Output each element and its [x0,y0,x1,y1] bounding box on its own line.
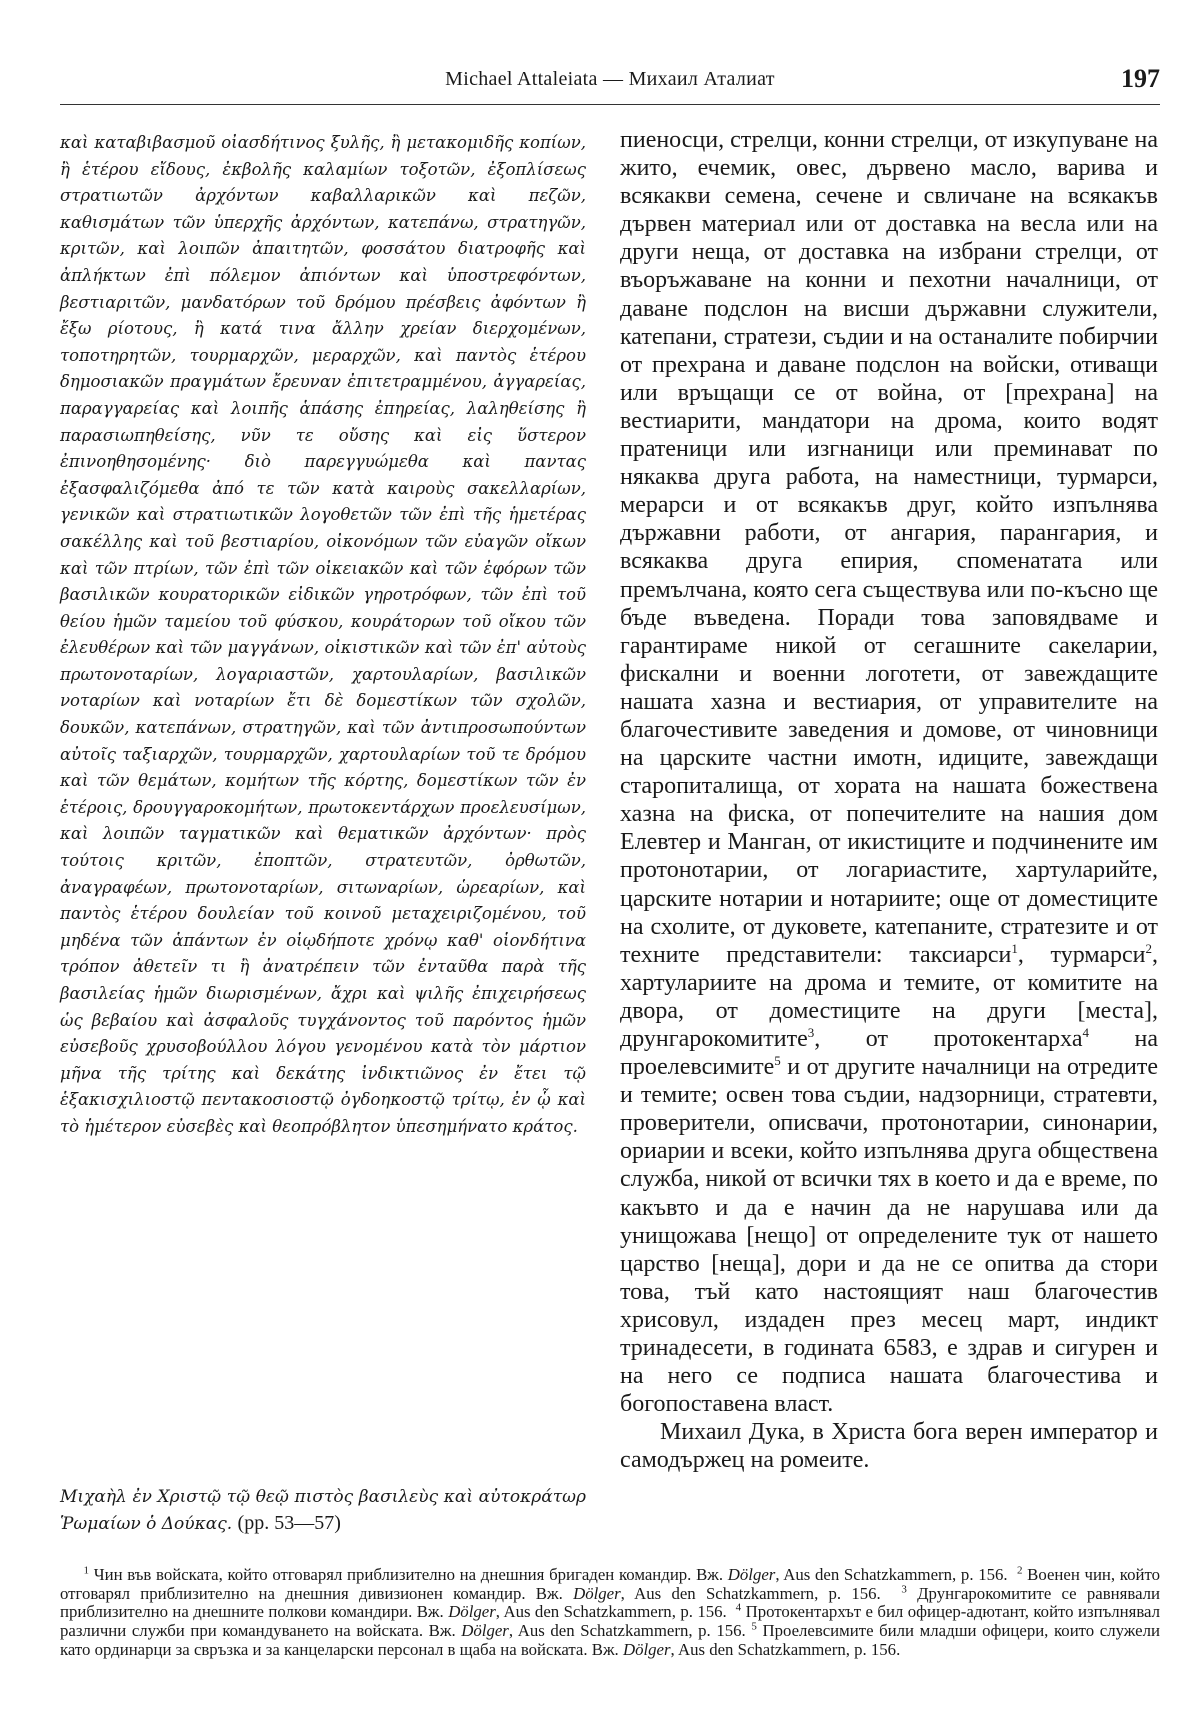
footnote-author: Dölger [448,1602,496,1622]
footnote-source: , Aus den Schatzkammern, p. 156. [775,1565,1008,1584]
bulgarian-text-part: и от другите началници на отредите и темите; освен това съдии, надзорници, стратевти, проверители, описвачи, протонотарии, синонарии, ориарии и всеки, който изпълнява друга обществена служба, никой от всички тях в което и да е време, по какъвто и да е начин да не нарушава или да унищожава [нещо] от определените тук от нашето царство [неща], дори и да не се опитва да стори това, тъй като настоящият наш благочестив хрисовул, издаден през месец март, индикт тринадесети, в годината 6583, е здрав и сигурен и на него се подписа нашата благочестива и богопоставена власт. [620,1054,1158,1418]
page-header [60,64,1160,104]
bulgarian-text-part: , хартулариите на дрома и темите, от комитите на двора, от доместиците на други [места], друнгарокомитите [620,941,1159,1052]
bulgarian-text-part: пиеносци, стрелци, конни стрелци, от изкупуване на жито, ечемик, овес, дървено масло, варива и всякакви семена, сечене и свличане на всякакъв дървен материал или от доставка на весла или на други неща, от доставка на избрани стрелци, от въоръжаване на конни и пехотни началници, от даване подслон на висши държавни служители, катепани, стратези, съдии и на останалите побирчии от прехрана и даване подслон на войски, отиващи или връщащи се от война, от [прехрана] на вестиарити, мандатори на дрома, които водят пратеници или изгнаници или преминават по някаква друга работа, на наместници, турмарси, мерарси и от всякакъв друг, който изпълнява държавни работи, от ангария, парангария, и всякаква друга епирия, споменатата или премълчана, която сега съществува или по-късно ще бъде въведена. Поради това заповядваме и гарантираме никой от сегашните сакеларии, фискални и военни логотети, от завеждащите нашата хазна и вестиария, от управителите на благочестивите заведения и домове, от чиновници на царските частни имотн, идиците, завеждащи старопиталища, от хората на нашата божествена хазна на фиска, от попечителите на нашия дом Елевтер и Манган, от икистиците и подчинените им протонотарии, от логариастите, хартуларийте, царските нотарии и нотариите; още от доместиците на схолите, от дуковете, катепаните, стратезите и от техните представители: таксиарси [620,127,1158,968]
footnote-1: Чин във войската, който отговарял приблизително на днешния бригаден командир. Вж. [93,1565,724,1584]
footnote-number: 1 [83,1564,89,1577]
greek-text: καὶ καταβιβασμοῦ οἰασδήτινος ξυλῆς, ἢ μετακομιδῆς κοπίων, ἢ ἑτέρου εἴδους, ἐκβολῆς καλαμίων τοξοτῶν, ἐξοπλίσεως στρατιωτῶν ἀρχόντων καβαλλαρικῶν καὶ πεζῶν, καθισμάτων τῶν ὑπερχῆς ἀρχόντων, κατεπάνω, στρατηγῶν, κριτῶν, καὶ λοιπῶν ἀπαιτητῶν, φοσσάτου διατροφῆς καὶ ἀπλήκτων ἐπὶ πόλεμον ἀπιόντων καὶ ὑποστρεφόντων, βεστιαριτῶν, μανδατόρων τοῦ δρόμου πρέσβεις ἀφόντων ἢ ἔξω ρίοτους, ἢ κατά τινα ἄλλην χρείαν διερχομένων, τοποτηρητῶν, τουρμαρχῶν, μεραρχῶν, καὶ παντὸς ἑτέρου δημοσιακῶν πραγμάτων ἔρευναν ἐπιτετραμμένου, ἀγγαρείας, παραγγαρείας καὶ λοιπῆς ἁπάσης ἐπηρείας, λαληθείσης ἢ παρασιωπηθείσης, νῦν τε οὔσης καὶ εἰς ὕστερον ἐπινοηθησομένης· διὸ παρεγγυώμεθα καὶ παντας ἐξασφαλιζόμεθα ἀπό τε τῶν κατὰ καιροὺς σακελλαρίων, γενικῶν καὶ στρατιωτικῶν λογοθετῶν τῶν ἐπὶ τῆς ἡμετέρας σακέλλης καὶ τοῦ βεστιαρίου, οἰκονόμων τῶν εὐαγῶν οἴκων καὶ τῶν πτρίων, τῶν ἐπὶ τῶν οἰκειακῶν καὶ τῶν ἐφόρων τῶν βασιλικῶν κουρατορικῶν εἰδικῶν γηροτρόφων, τῶν ἐπὶ τοῦ θείου ἡμῶν ταμείου τοῦ φύσκου, κουράτορων τοῦ οἴκου τῶν ἐλευθέρων καὶ τῶν μαγγάνων, οἰκιστικῶν καὶ τῶν ἐπ' αὐτοὺς πρωτονοταρίων, λογαριαστῶν, χαρτουλαρίων, βασιλικῶν νοταρίων καὶ νοταρίων ἔτι δὲ δομεστίκων τῶν σχολῶν, δουκῶν, κατεπάνων, στρατηγῶν, καὶ τῶν ἀντιπροσωπούντων αὐτοῖς ταξιαρχῶν, τουρμαρχῶν, χαρτουλαρίων τοῦ τε δρόμου καὶ τῶν θεμάτων, κομήτων τῆς κόρτης, δομεστίκων τῶν ἐν ἑτέροις, δρουγγαροκομήτων, πρωτοκεντάρχων προελευσίμων, καὶ λοιπῶν ταγματικῶν καὶ θεματικῶν ἀρχόντων· πρὸς τούτοις κριτῶν, ἐποπτῶν, στρατευτῶν, ὀρθωτῶν, ἀναγραφέων, πρωτονοταρίων, σιτωναρίων, ὡρεαρίων, καὶ παντὸς ἑτέρου δουλείαν τοῦ κοινοῦ μεταχειριζομένου, τοῦ μηδένα τῶν ἁπάντων ἐν οἱῳδήποτε χρόνῳ καθ' οἱονδήτινα τρόπον ἀθετεῖν τι ἢ ἀνατρέπειν τῶν ἐνταῦθα παρὰ τῆς βασιλείας ἡμῶν διωρισμένων, ἄχρι καὶ ψιλῆς ἐπιχειρήσεως ὡς βεβαίου καὶ ἀσφαλοῦς τυγχάνοντος τοῦ παρόντος ἡμῶν εὐσεβοῦς χρυσοβούλλου λόγου γενομένου κατὰ τὸν μάρτιον μῆνα τῆς τρίτης καὶ δεκάτης ἰνδικτιῶνος ἐν ἔτει τῷ ἑξακισχιλιοστῷ πεντακοσιοστῷ ὀγδοηκοστῷ τρίτῳ, ἐν ᾧ καὶ τὸ ἡμέτερον εὐσεβὲς καὶ θεοπρόβλητον ὑπεσημήνατο κράτος. [60,133,586,1136]
footnote-author: Dölger [573,1583,621,1603]
footnote-author: Dölger [622,1639,671,1659]
bulgarian-text [620,126,1158,1418]
footnote-ref: 1 [1011,940,1018,956]
footnote-author: Dölger [727,1565,776,1584]
bulgarian-signature: Михаил Дука, в Христа бога верен император и самодържец на ромеите. [620,1419,1158,1474]
footnote-source: , Aus den Schatzkammern, p. 156. [620,1583,881,1603]
greek-column [60,130,586,1141]
bulgarian-column [620,126,1158,1475]
greek-pages-ref: (pp. 53—57) [237,1512,341,1534]
footnote-ref: 4 [1082,1025,1089,1040]
greek-signature: Μιχαὴλ ἐν Χριστῷ τῷ θεῷ πιστὸς βασιλεὺς καὶ αὐτοκράτωρ Ῥωμαίων ὁ Δούκας. [60,1487,586,1534]
bulgarian-text-part: , турмарси [1017,941,1146,968]
footnote-source: , Aus den Schatzkammern, p. 156. [508,1621,746,1641]
footnote-ref: 2 [1145,940,1153,956]
footnote-text [60,1566,1160,1660]
running-title: Michael Attaleiata — Михаил Аталиат [445,68,775,90]
footnote-4: Протокентархът е бил офицер-адютант, който изпълнявал различни служби при командуването на войската. Вж. [60,1602,1161,1641]
footnote-number: 5 [751,1620,757,1633]
footnote-ref: 5 [774,1053,781,1069]
footnote-ref: 3 [807,1025,815,1040]
footnote-2: Военен чин, който отговарял приблизително на днешния дивизионен командир. Вж. [60,1565,1160,1603]
footnote-author: Dölger [461,1621,509,1641]
greek-signature-block [60,1484,586,1537]
footnote-source: , Aus den Schatzkammern, p. 156. [495,1602,727,1622]
bulgarian-text-part: , от протокентарха [814,1026,1083,1052]
page-number: 197 [1121,64,1160,93]
footnote-source: , Aus den Schatzkammern, p. 156. [670,1639,901,1659]
bulgarian-text-part: на проелевсимите [620,1026,1159,1081]
header-rule [60,104,1160,105]
footnote-number: 3 [901,1583,907,1596]
footnote-3: Друнгарокомитите се равнявали приблизително на днешните полкови командири. Вж. [60,1583,1161,1622]
footnotes [60,1566,1160,1660]
footnote-5: Проелевсимите били младши офицери, които служели като ординарци за свръзка и за канцеларски персонал в щаба на войската. Вж. [60,1621,1160,1659]
footnote-number: 2 [1016,1564,1023,1577]
footnote-number: 4 [735,1601,742,1614]
